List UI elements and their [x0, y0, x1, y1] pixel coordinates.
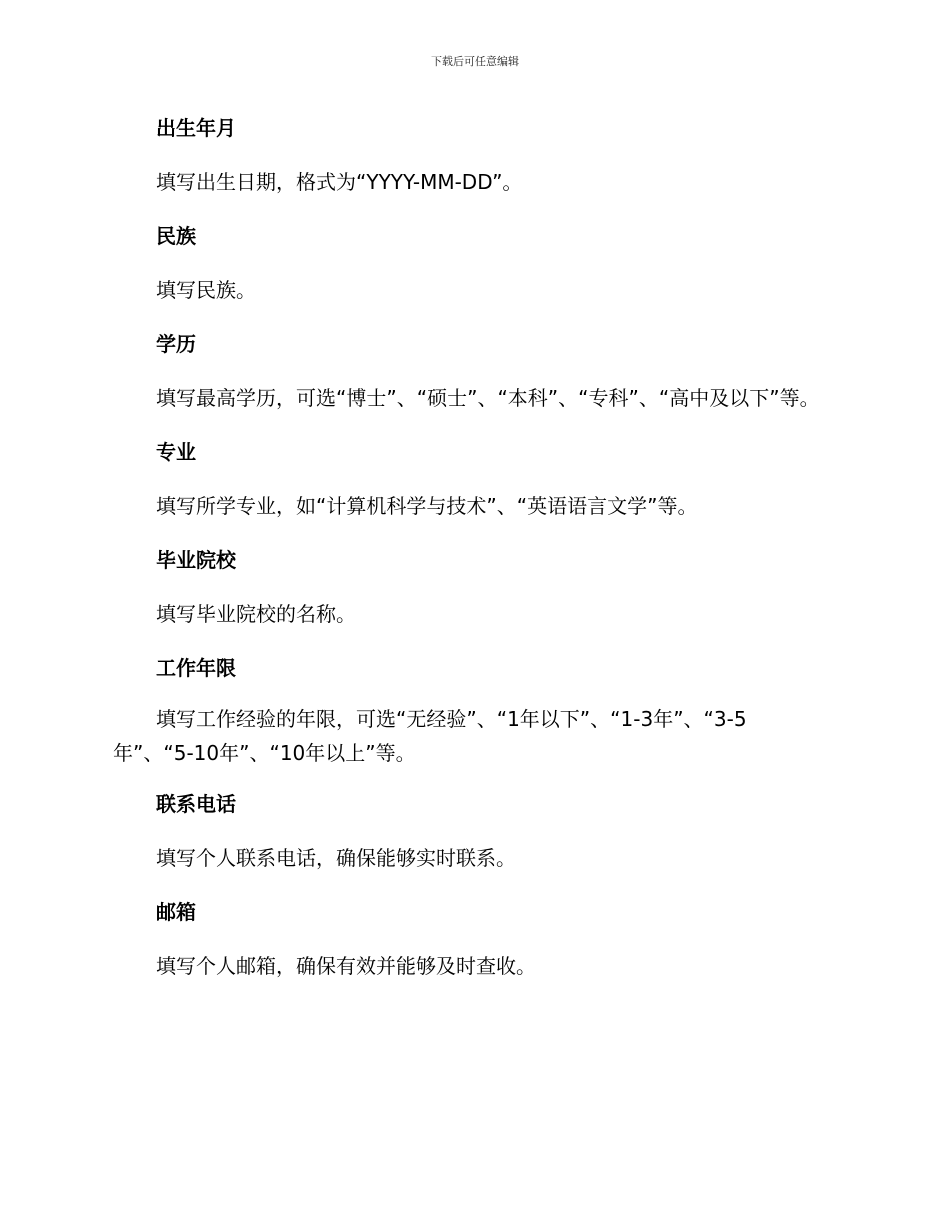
section-title: 出生年月: [156, 116, 236, 140]
section-title: 邮箱: [156, 900, 196, 924]
section-body: 填写毕业院校的名称。: [156, 602, 356, 626]
page-header: 下载后可任意编辑: [431, 55, 519, 68]
section-phone: [113, 784, 833, 878]
section-title: 专业: [156, 440, 196, 464]
section-work-years: [113, 648, 833, 770]
section-title: 民族: [156, 224, 196, 248]
document-body: [113, 108, 833, 1000]
section-graduate-school: [113, 540, 833, 634]
section-body: 填写最高学历，可选“博士”、“硕士”、“本科”、“专科”、“高中及以下”等。: [156, 386, 820, 410]
section-body: 填写出生日期，格式为“YYYY-MM-DD”。: [156, 170, 523, 194]
section-body: 填写工作经验的年限，可选“无经验”、“1年以下”、“1-3年”、“3-5年”、“5-10年”、“10年以上”等。: [113, 707, 747, 765]
section-body: 填写个人联系电话，确保能够实时联系。: [156, 846, 516, 870]
section-education: [113, 324, 833, 418]
section-body: 填写所学专业，如“计算机科学与技术”、“英语语言文学”等。: [156, 494, 698, 518]
section-title: 毕业院校: [156, 548, 236, 572]
section-title: 学历: [156, 332, 196, 356]
section-body: 填写个人邮箱，确保有效并能够及时查收。: [156, 954, 536, 978]
section-ethnicity: [113, 216, 833, 310]
section-major: [113, 432, 833, 526]
section-title: 工作年限: [156, 656, 236, 680]
section-email: [113, 892, 833, 986]
section-body: 填写民族。: [156, 278, 256, 302]
section-title: 联系电话: [156, 792, 236, 816]
section-birth-date: [113, 108, 833, 202]
